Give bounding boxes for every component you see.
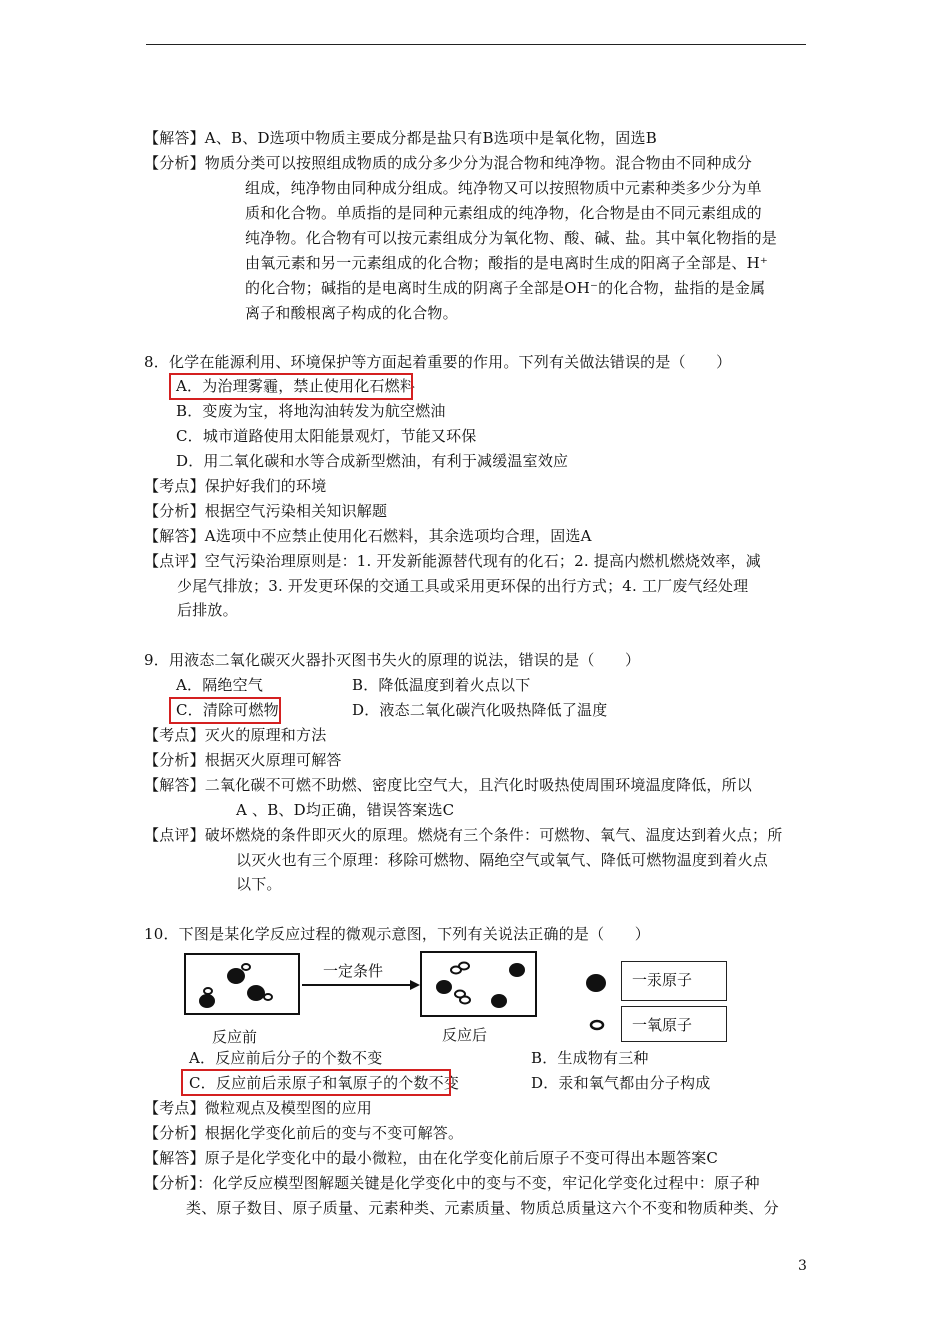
- answer-highlight-8: [169, 373, 416, 400]
- text-line: 【解答】A选项中不应禁止使用化石燃料，其余选项均合理，固选A: [144, 527, 592, 545]
- option-9c: C．清除可燃物: [176, 701, 279, 719]
- text-line: 以灭火也有三个原理：移除可燃物、隔绝空气或氧气、降低可燃物温度到着火点: [236, 851, 769, 869]
- text-line: 类、原子数目、原子质量、元素种类、元素质量、物质总质量这六个不变和物质种类、分: [186, 1199, 779, 1217]
- text-line: 【分析】根据空气污染相关知识解题: [144, 502, 388, 520]
- after-reaction-box: [420, 951, 537, 1017]
- before-label: 反应前: [212, 1028, 258, 1046]
- option-10a: A．反应前后分子的个数不变: [189, 1049, 383, 1067]
- question-8: 8．化学在能源利用、环境保护等方面起着重要的作用。下列有关做法错误的是（ ）: [144, 353, 732, 371]
- mercury-atom: [227, 968, 245, 984]
- oxygen-atom: [460, 997, 470, 1004]
- oxygen-atom: [459, 963, 469, 970]
- mercury-atom: [247, 985, 265, 1001]
- text-line: 由氧元素和另一元素组成的化合物；酸指的是电离时生成的阳离子全部是、H⁺: [245, 254, 769, 272]
- after-label: 反应后: [442, 1026, 488, 1044]
- text-line: 离子和酸根离子构成的化合物。: [245, 304, 458, 322]
- legend-oxygen-label: 一氧原子: [621, 1006, 727, 1042]
- reaction-arrow: [302, 978, 420, 992]
- oxygen-atom: [264, 994, 272, 1000]
- text-line: 【考点】保护好我们的环境: [144, 477, 327, 495]
- text-line: 【分析】物质分类可以按照组成物质的成分多少分为混合物和纯净物。混合物由不同种成分: [144, 154, 753, 172]
- text-line: 【解答】A、B、D选项中物质主要成分都是盐只有B选项中是氧化物，固选B: [144, 129, 657, 147]
- mercury-atom: [491, 994, 507, 1008]
- text-line: 后排放。: [177, 601, 238, 619]
- text-line: 【考点】灭火的原理和方法: [144, 726, 327, 744]
- condition-label: 一定条件: [323, 962, 384, 980]
- option-10d: D．汞和氧气都由分子构成: [531, 1074, 711, 1092]
- question-10: 10．下图是某化学反应过程的微观示意图，下列有关说法正确的是（ ）: [144, 925, 650, 943]
- header-rule: [146, 44, 806, 45]
- oxygen-atom: [242, 964, 250, 970]
- text-line: 少尾气排放；3. 开发更环保的交通工具或采用更环保的出行方式；4. 工厂废气经处理: [177, 577, 749, 595]
- text-line: 【解答】二氧化碳不可燃不助燃、密度比空气大，且汽化时吸热使周围环境温度降低，所以: [144, 776, 753, 794]
- page-number: 3: [798, 1258, 807, 1274]
- text-line: 【考点】微粒观点及模型图的应用: [144, 1099, 373, 1117]
- option-8d: D．用二氧化碳和水等合成新型燃油，有利于减缓温室效应: [176, 452, 569, 470]
- oxygen-atom: [204, 988, 212, 994]
- answer-highlight-9: [169, 697, 281, 724]
- text-line: 【分析】根据灭火原理可解答: [144, 751, 342, 769]
- text-line: 的化合物；碱指的是电离时生成的阴离子全部是OH⁻的化合物，盐指的是金属: [245, 279, 766, 297]
- option-8a: A．为治理雾霾，禁止使用化石燃料: [176, 377, 416, 395]
- after-molecules: [422, 953, 535, 1015]
- text-line: 质和化合物。单质指的是同种元素组成的纯净物，化合物是由不同元素组成的: [245, 204, 762, 222]
- legend-oxygen-symbol: [587, 1018, 607, 1032]
- option-10c: C．反应前后汞原子和氧原子的个数不变: [189, 1074, 460, 1092]
- legend-mercury-label: 一汞原子: [621, 961, 727, 1001]
- option-9a: A．隔绝空气: [176, 676, 264, 694]
- text-line: 【点评】破坏燃烧的条件即灭火的原理。燃烧有三个条件：可燃物、氧气、温度达到着火点；所: [144, 826, 783, 844]
- option-9b: B．降低温度到着火点以下: [352, 676, 531, 694]
- text-line: 纯净物。化合物有可以按元素组成分为氧化物、酸、碱、盐。其中氧化物指的是: [245, 229, 778, 247]
- text-line: A 、B、D均正确，错误答案选C: [236, 801, 455, 819]
- text-line: 【分析】根据化学变化前后的变与不变可解答。: [144, 1124, 464, 1142]
- text-line: 【点评】空气污染治理原则是：1. 开发新能源替代现有的化石；2. 提高内燃机燃烧效率，减: [144, 552, 761, 570]
- legend-mercury-symbol: [583, 972, 609, 994]
- text-line: 以下。: [236, 875, 282, 893]
- answer-highlight-10: [181, 1069, 451, 1096]
- text-line: 【解答】原子是化学变化中的最小微粒，由在化学变化前后原子不变可得出本题答案C: [144, 1149, 719, 1167]
- question-9: 9．用液态二氧化碳灭火器扑灭图书失火的原理的说法，错误的是（ ）: [144, 651, 641, 669]
- option-9d: D．液态二氧化碳汽化吸热降低了温度: [352, 701, 608, 719]
- mercury-atom: [199, 994, 215, 1008]
- text-line: 【分析】：化学反应模型图解题关键是化学变化中的变与不变，牢记化学变化过程中：原子种: [144, 1174, 760, 1192]
- before-molecules: [186, 955, 298, 1013]
- text-line: 组成，纯净物由同种成分组成。纯净物又可以按照物质中元素种类多少分为单: [245, 179, 762, 197]
- option-8b: B．变废为宝，将地沟油转发为航空燃油: [176, 402, 446, 420]
- mercury-atom: [436, 980, 452, 994]
- mercury-atom: [509, 963, 525, 977]
- option-10b: B．生成物有三种: [531, 1049, 649, 1067]
- before-reaction-box: [184, 953, 300, 1015]
- option-8c: C．城市道路使用太阳能景观灯，节能又环保: [176, 427, 477, 445]
